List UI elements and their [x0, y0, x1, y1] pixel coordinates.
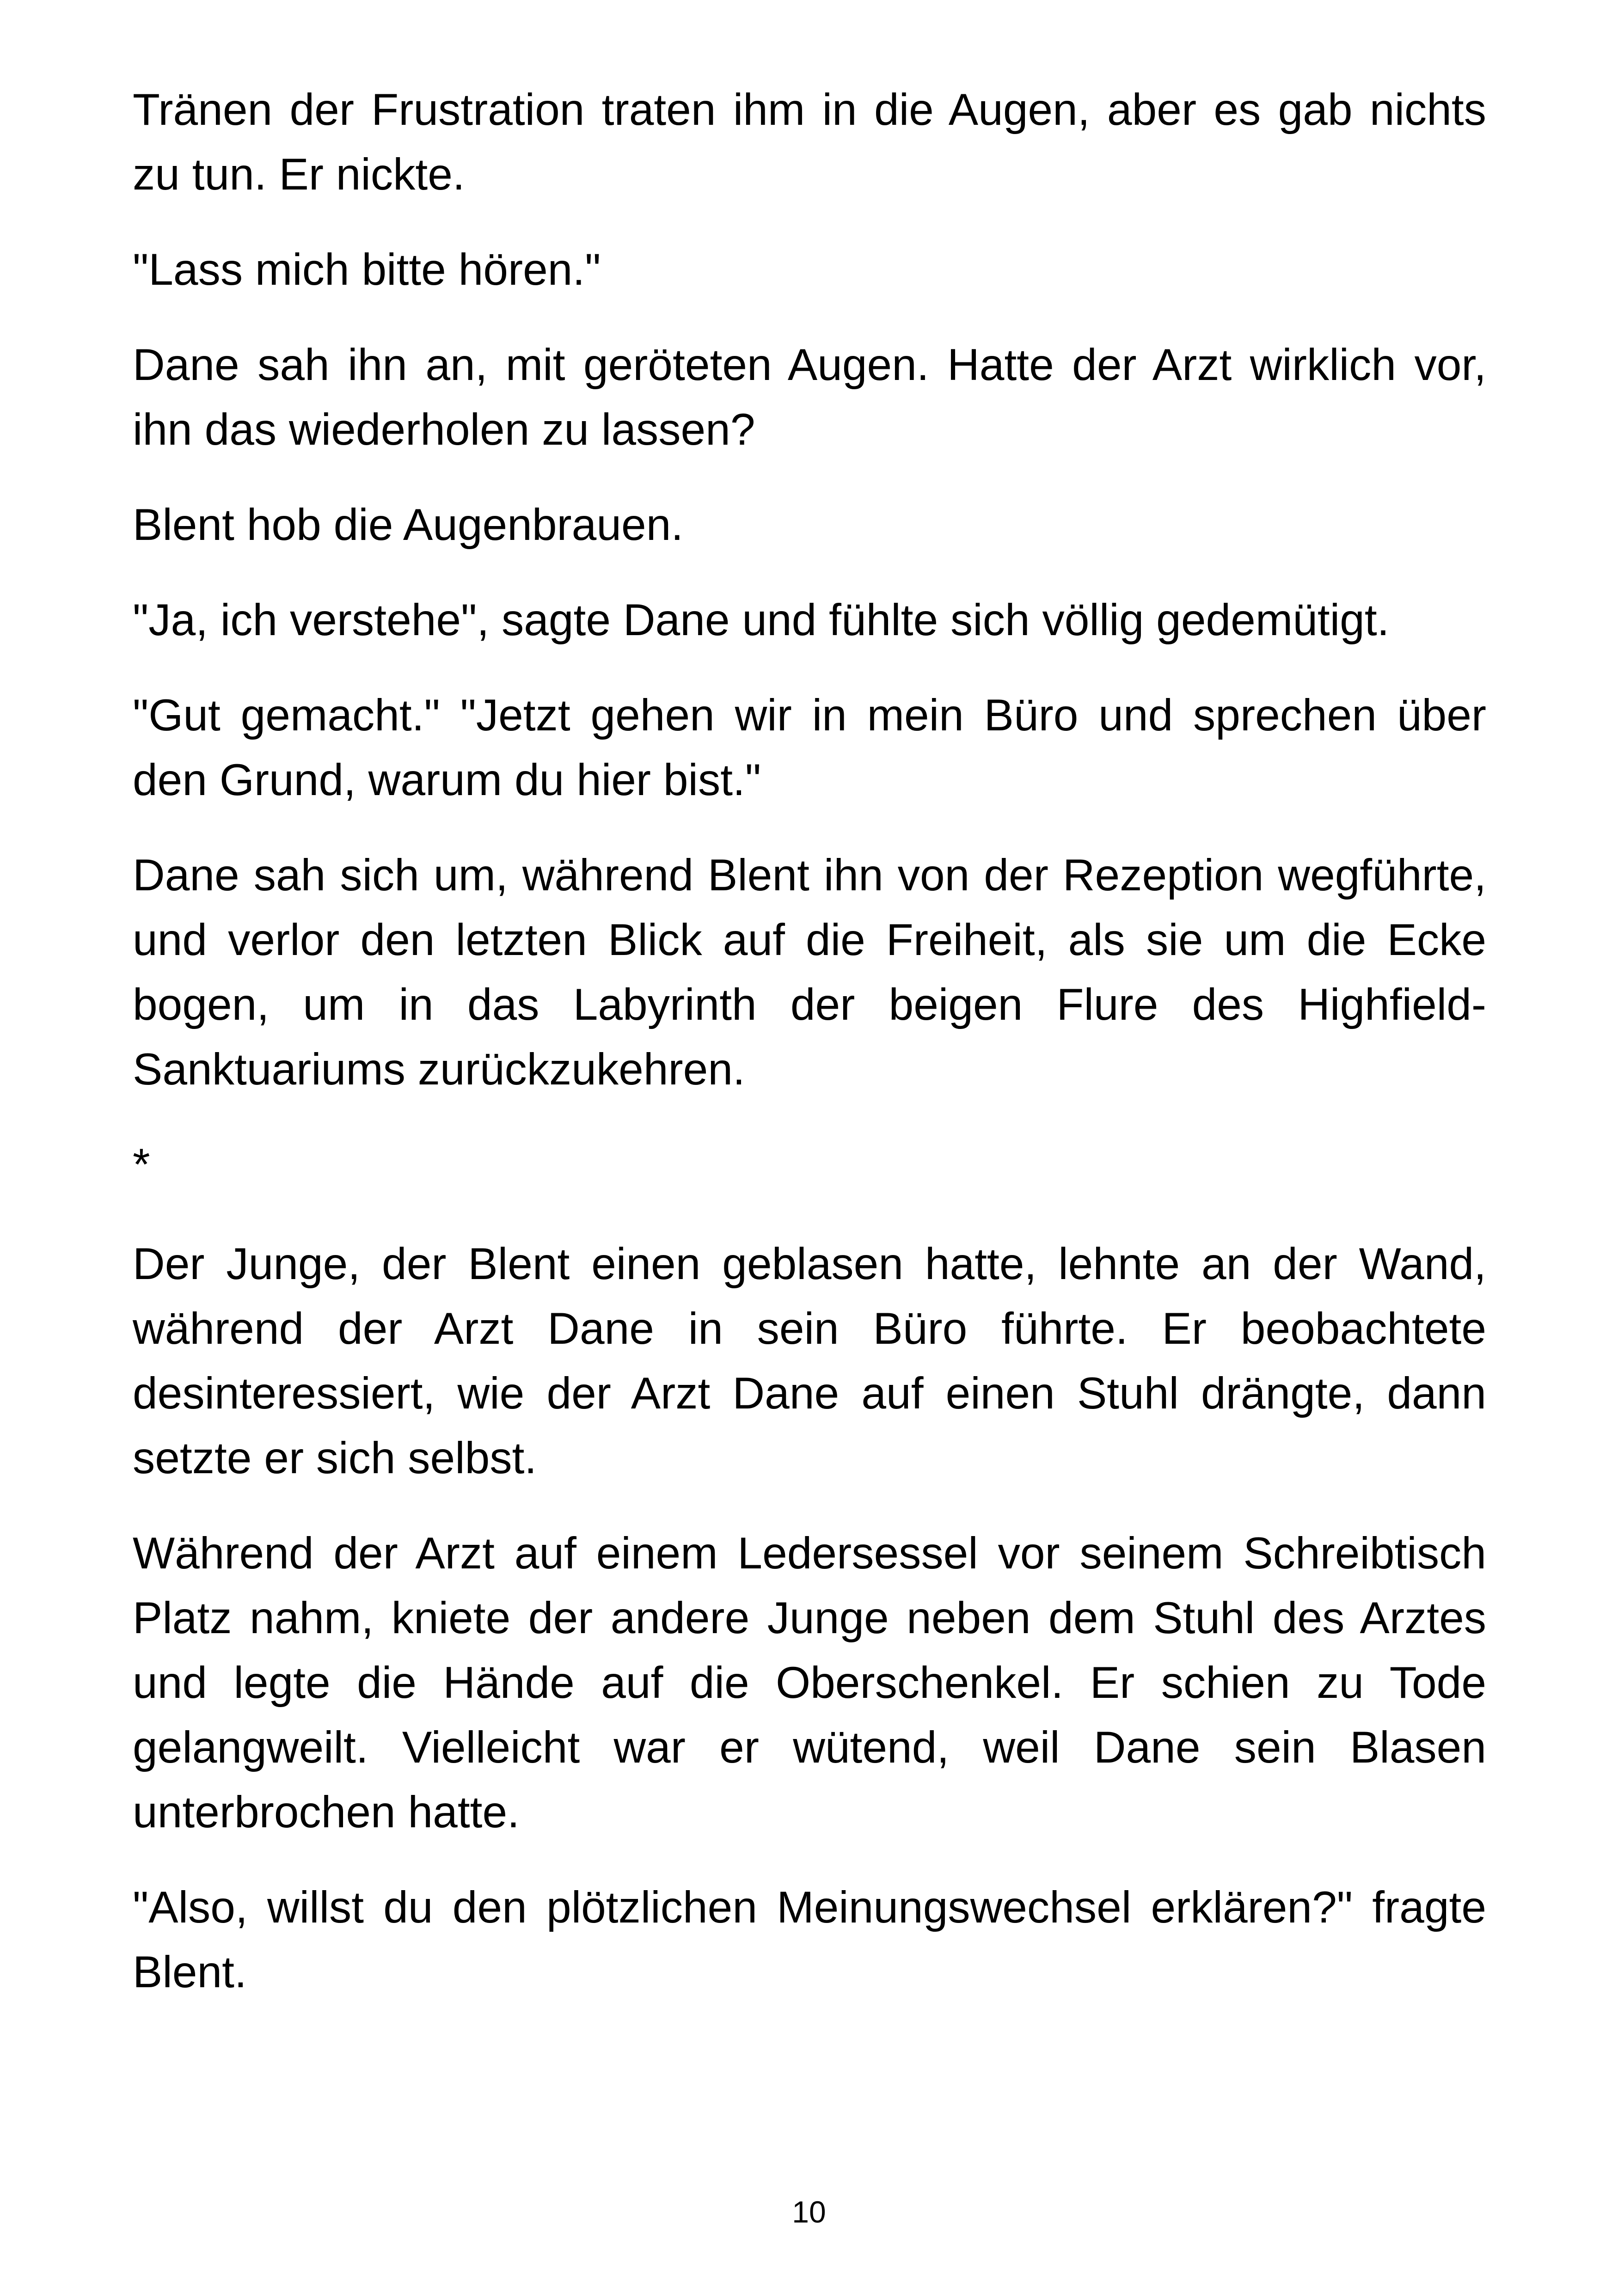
paragraph-10: "Also, willst du den plötzlichen Meinungswechsel erklären?" fragte Blent. — [133, 1883, 1486, 1997]
paragraph-1: Tränen der Frustration traten ihm in die Augen, aber es gab nichts zu tun. Er nickte. — [133, 85, 1486, 199]
paragraph-4: Blent hob die Augenbrauen. — [133, 500, 684, 550]
scene-separator: * — [133, 1140, 150, 1189]
paragraph-7: Dane sah sich um, während Blent ihn von der Rezeption wegführte, und verlor den letzten Blick auf die Freiheit, als sie um die Ecke bogen, um in das Labyrinth der beigen Flure des Highfield-Sanktuariums zurückzukehren. — [133, 851, 1486, 1094]
paragraph-5: "Ja, ich verstehe", sagte Dane und fühlte sich völlig gedemütigt. — [133, 595, 1390, 645]
paragraph-6: "Gut gemacht." "Jetzt gehen wir in mein Büro und sprechen über den Grund, warum du hier bist." — [133, 691, 1486, 805]
paragraph-9: Während der Arzt auf einem Ledersessel vor seinem Schreibtisch Platz nahm, kniete der andere Junge neben dem Stuhl des Arztes und legte die Hände auf die Oberschenkel. Er schien zu Tode gelangweilt. Vielleicht war er wütend, weil Dane sein Blasen unterbrochen hatte. — [133, 1529, 1486, 1837]
body-text — [133, 78, 1486, 2035]
page-number: 10 — [792, 2195, 826, 2229]
paragraph-3: Dane sah ihn an, mit geröteten Augen. Hatte der Arzt wirklich vor, ihn das wiederholen zu lassen? — [133, 340, 1486, 454]
paragraph-2: "Lass mich bitte hören." — [133, 245, 601, 294]
paragraph-8: Der Junge, der Blent einen geblasen hatte, lehnte an der Wand, während der Arzt Dane in sein Büro führte. Er beobachtete desinteressiert, wie der Arzt Dane auf einen Stuhl drängte, dann setzte er sich selbst. — [133, 1239, 1486, 1483]
